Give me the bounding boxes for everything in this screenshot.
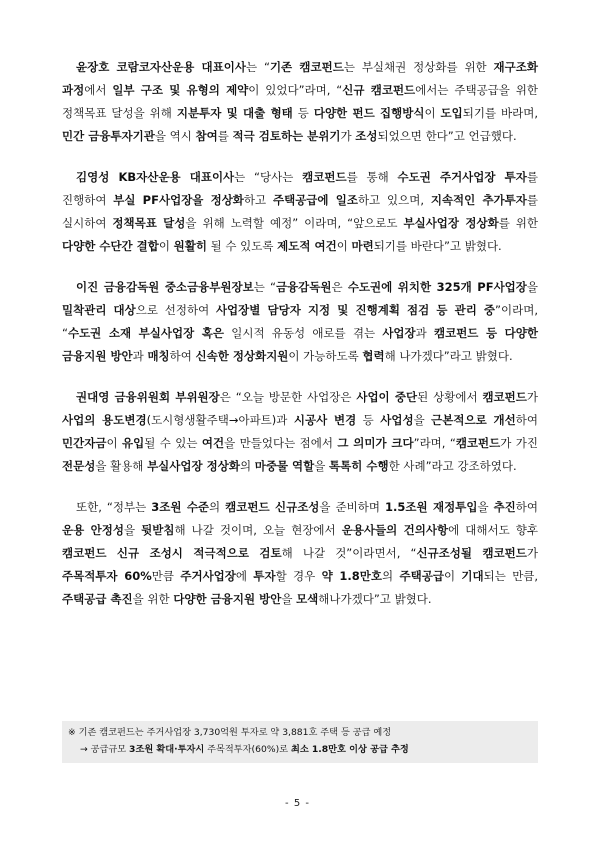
paragraph-government-plan (62, 496, 538, 611)
text: 하고 있으며, (357, 193, 431, 207)
bold-text: 윤장호 코람코자산운용 대표이사 (76, 60, 246, 74)
text: 가 (526, 546, 538, 560)
text: 가 가진 (500, 436, 539, 450)
bold-text: 3조원 확대·투자시 (129, 744, 205, 755)
text: 를 진행하여 (62, 170, 538, 207)
bold-text: 신규조성될 캠코펀드 (416, 546, 527, 560)
text: 할 경우 (275, 569, 322, 583)
bold-text: 권대영 금융위원회 부위원장 (76, 390, 220, 404)
text: 되기를 바란다”고 밝혔다. (373, 239, 502, 253)
bold-text: 마련 (351, 239, 374, 253)
bold-text: 지분투자 및 대출 형태 (176, 106, 293, 120)
text: 을 (123, 523, 142, 537)
text: 만큼 (151, 569, 181, 583)
text: 에 (235, 569, 254, 583)
bold-text: 마중물 역할 (254, 459, 315, 473)
bold-text: 주택공급에 일조 (272, 193, 358, 207)
bold-text: 주거사업장 (180, 569, 236, 583)
bold-text: 여건 (201, 436, 225, 450)
bold-text: 다양한 금융지원 방안 (173, 592, 282, 606)
bold-text: 사업의 용도변경 (62, 413, 147, 427)
bold-text: 김영성 KB자산운용 대표이사 (76, 170, 235, 184)
text: 을 위해 노력할 예정” 이라며, “앞으로도 (185, 216, 404, 230)
text: 한 사례”라고 강조하였다. (388, 459, 517, 473)
text: 를 통해 (346, 170, 398, 184)
text: 을 (281, 592, 297, 606)
bold-text: 민간자금 (62, 436, 107, 450)
text: 또한, “정부는 (76, 500, 152, 514)
bold-text: 부실사업장 정상화 (147, 459, 240, 473)
bold-text: 협력 (362, 349, 385, 363)
note-line-1: ※ 기존 캠코펀드는 주거사업장 3,730억원 투자로 약 3,881호 주택 등 공급 예정 (68, 727, 392, 738)
bold-text: 사업이 중단 (356, 390, 418, 404)
bold-text: 캠코펀드 신규조성 (225, 500, 320, 514)
text: 가 (526, 390, 538, 404)
bold-text: 사업성 (380, 413, 414, 427)
text: 에서는 주택공급을 위한 정책목표 달성을 위해 (62, 83, 538, 120)
text: 해 나갈 것”이라면서, “ (281, 546, 417, 560)
text: 될 수 있도록 (206, 239, 278, 253)
text: 과 (415, 326, 434, 340)
text: 해 나갈 것이며, 오늘 현장에서 (174, 523, 342, 537)
note-box (62, 721, 538, 763)
bold-text: 캠코펀드 (302, 170, 347, 184)
bold-text: 민간 금융투자기관 (62, 129, 155, 143)
text: 을 활용해 (95, 459, 148, 473)
text: 는 “당사는 (234, 170, 303, 184)
text: 을 (477, 500, 494, 514)
bold-text: 전문성 (62, 459, 96, 473)
note-line-2 (68, 741, 532, 758)
text: 등 (356, 413, 381, 427)
bold-text: 시공사 변경 (293, 413, 357, 427)
text: 는 부실채권 정상화를 위한 (343, 60, 494, 74)
bold-text: 적극 검토하는 분위기 (232, 129, 341, 143)
bold-text: 신속한 정상화지원 (195, 349, 289, 363)
page-number: - 5 - (285, 798, 310, 809)
paragraph-kwon-daeyoung (62, 386, 538, 478)
bold-text: 밀착관리 대상 (62, 303, 136, 317)
text: 을 만들었다는 점에서 (224, 436, 338, 450)
bold-text: 유입 (121, 436, 145, 450)
bold-text: 캠코펀드 등 다양한 금융지원 방안 (62, 326, 538, 363)
bold-text: 이진 금융감독원 중소금융부원장보 (76, 280, 254, 294)
bold-text: 주목적투자 60% (62, 569, 152, 583)
text: 를 위한 (498, 216, 538, 230)
bold-text: 다양한 펀드 집행방식 (313, 106, 425, 120)
text: 는 “ (245, 60, 270, 74)
text: 을 위한 (132, 592, 174, 606)
bold-text: 일부 구조 및 유형의 제약 (112, 83, 249, 97)
text: 이 (336, 239, 352, 253)
bold-text: 주택공급 촉진 (62, 592, 133, 606)
bold-text: 캠코펀드 (455, 436, 501, 450)
text: 를 실시하여 (62, 193, 538, 230)
bold-text: 수도권에 위치한 325개 PF사업장 (347, 280, 527, 294)
text: 해나가겠다”고 밝혔다. (318, 592, 432, 606)
bold-text: 신규 캠코펀드 (342, 83, 416, 97)
bold-text: 수도권 소재 부실사업장 혹은 (67, 326, 224, 340)
bold-text: 원활히 (173, 239, 207, 253)
bold-text: 추진 (493, 500, 516, 514)
text: → 공급규모 (80, 744, 130, 755)
text: ”이라며, “ (62, 303, 538, 340)
text: 를 (217, 129, 233, 143)
bold-text: 제도적 여건 (277, 239, 337, 253)
bold-text: 근본적으로 개선 (431, 413, 516, 427)
bold-text: 캠코펀드 신규 조성시 적극적으로 검토 (62, 546, 282, 560)
text: 으로 선정하여 (135, 303, 216, 317)
bold-text: 재구조화 과정 (62, 60, 538, 97)
text: 될 수 있는 (144, 436, 202, 450)
text: 에 대해서도 향후 (448, 523, 538, 537)
text: 의 (382, 569, 400, 583)
text: 을 (314, 459, 330, 473)
text: 의 (209, 500, 226, 514)
text: 과 (132, 349, 148, 363)
bold-text: 정책목표 달성 (112, 216, 186, 230)
text: 에서 (84, 83, 113, 97)
text: 등 (292, 106, 314, 120)
bold-text: 톡톡히 수행 (329, 459, 389, 473)
paragraph-kim-youngsung (62, 166, 538, 258)
text: 는 “ (253, 280, 276, 294)
bold-text: 사업장별 담당자 지정 및 진행계획 점검 등 관리 중 (215, 303, 496, 317)
paragraph-yoon-janghoo (62, 56, 538, 148)
bold-text: 조성 (355, 129, 378, 143)
bold-text: 다양한 수단간 결합 (62, 239, 159, 253)
bold-text: 부실 PF사업장을 정상화 (113, 193, 244, 207)
text: 하여 (515, 413, 538, 427)
text: 은 “오늘 방문한 사업장은 (219, 390, 357, 404)
text: (도시형생활주택→아파트)과 (146, 413, 294, 427)
bold-text: 운용 안정성 (62, 523, 124, 537)
bold-text: 약 1.8만호 (321, 569, 383, 583)
text: ”라며, “ (413, 436, 456, 450)
bold-text: 모색 (296, 592, 319, 606)
bold-text: 사업장 (382, 326, 416, 340)
bold-text: 참여 (195, 129, 218, 143)
text: 해 나가겠다”라고 밝혔다. (384, 349, 513, 363)
text: 일시적 유동성 애로를 겪는 (224, 326, 383, 340)
bold-text: 최소 1.8만호 이상 공급 추정 (290, 744, 409, 755)
bold-text: 뒷받침 (141, 523, 175, 537)
text: 되기를 바라며, (462, 106, 539, 120)
text: 이 (443, 569, 462, 583)
text: 되었으면 한다”고 언급했다. (377, 129, 517, 143)
bold-text: 캠코펀드 (482, 390, 527, 404)
text: 이 (106, 436, 122, 450)
bold-text: 투자 (253, 569, 276, 583)
text: 의 (239, 459, 255, 473)
text: 되는 만큼, (483, 569, 539, 583)
paragraph-lee-jin (62, 276, 538, 368)
text: 주목적투자(60%)로 (204, 744, 291, 755)
bold-text: 1.5조원 재정투입 (385, 500, 478, 514)
text: 을 (526, 280, 539, 294)
bold-text: 매칭 (147, 349, 170, 363)
text: 이 있었다”라며, “ (248, 83, 343, 97)
text: 가 (340, 129, 356, 143)
body-content (62, 56, 538, 629)
bold-text: 3조원 수준 (151, 500, 210, 514)
bold-text: 그 의미가 크다 (337, 436, 414, 450)
bold-text: 기존 캠코펀드 (269, 60, 344, 74)
bold-text: 운용사들의 건의사항 (341, 523, 449, 537)
text: 이 가능하도록 (288, 349, 363, 363)
text: 하여 (169, 349, 196, 363)
text: 하여 (515, 500, 539, 514)
bold-text: 도입 (440, 106, 463, 120)
text: 을 역시 (154, 129, 196, 143)
text: 이 (424, 106, 441, 120)
bold-text: 기대 (461, 569, 484, 583)
bold-text: 부실사업장 정상화 (403, 216, 499, 230)
text: 하고 (243, 193, 273, 207)
text: 은 (331, 280, 348, 294)
bold-text: 금융감독원 (275, 280, 332, 294)
bold-text: 지속적인 추가투자 (430, 193, 527, 207)
text: 을 준비하며 (319, 500, 386, 514)
bold-text: 주택공급 (399, 569, 444, 583)
text: 을 (413, 413, 432, 427)
text: 이 (158, 239, 174, 253)
text: 된 상황에서 (417, 390, 483, 404)
bold-text: 수도권 주거사업장 투자 (397, 170, 527, 184)
